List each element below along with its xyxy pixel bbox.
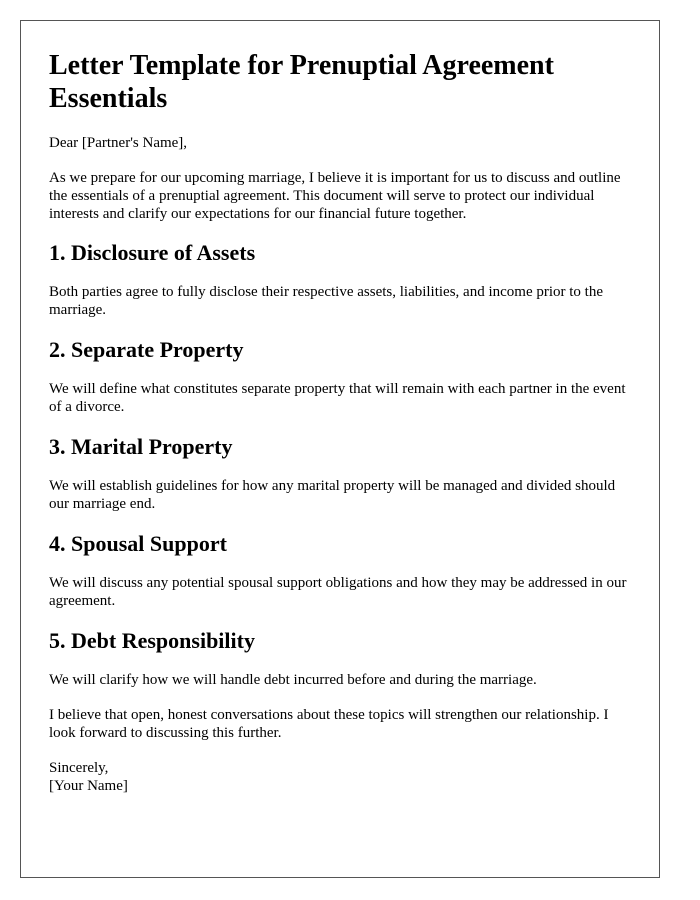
section-heading: 1. Disclosure of Assets xyxy=(49,240,256,265)
letter-title: Letter Template for Prenuptial Agreement Essentials xyxy=(49,50,554,114)
intro-paragraph: As we prepare for our upcoming marriage, I believe it is important for us to discuss and outline the essentials of a prenuptial agreement. This document will serve to protect our individual interests and clarify our expectations for our financial future together. xyxy=(49,170,621,222)
section-heading: 2. Separate Property xyxy=(49,337,244,362)
section-body: Both parties agree to fully disclose their respective assets, liabilities, and income prior to the marriage. xyxy=(49,284,604,318)
section-body: We will define what constitutes separate property that will remain with each partner in the event of a divorce. xyxy=(49,381,626,415)
section-separate-property xyxy=(49,337,631,416)
section-heading: 5. Debt Responsibility xyxy=(49,628,255,653)
closing-paragraph: I believe that open, honest conversations about these topics will strengthen our relationship. I look forward to discussing this further. xyxy=(49,707,609,741)
signature-block xyxy=(49,759,631,795)
signature-name: [Your Name] xyxy=(49,778,128,794)
section-body: We will clarify how we will handle debt incurred before and during the marriage. xyxy=(49,672,537,688)
letter-page xyxy=(20,20,660,878)
section-heading: 3. Marital Property xyxy=(49,434,233,459)
section-debt-responsibility xyxy=(49,628,631,689)
section-spousal-support xyxy=(49,531,631,610)
section-body: We will establish guidelines for how any marital property will be managed and divided should our marriage end. xyxy=(49,478,616,512)
section-heading: 4. Spousal Support xyxy=(49,531,227,556)
signoff: Sincerely, xyxy=(49,760,109,776)
section-body: We will discuss any potential spousal support obligations and how they may be addressed in our agreement. xyxy=(49,575,627,609)
section-disclosure-of-assets xyxy=(49,240,631,319)
salutation: Dear [Partner's Name], xyxy=(49,135,188,151)
section-marital-property xyxy=(49,434,631,513)
